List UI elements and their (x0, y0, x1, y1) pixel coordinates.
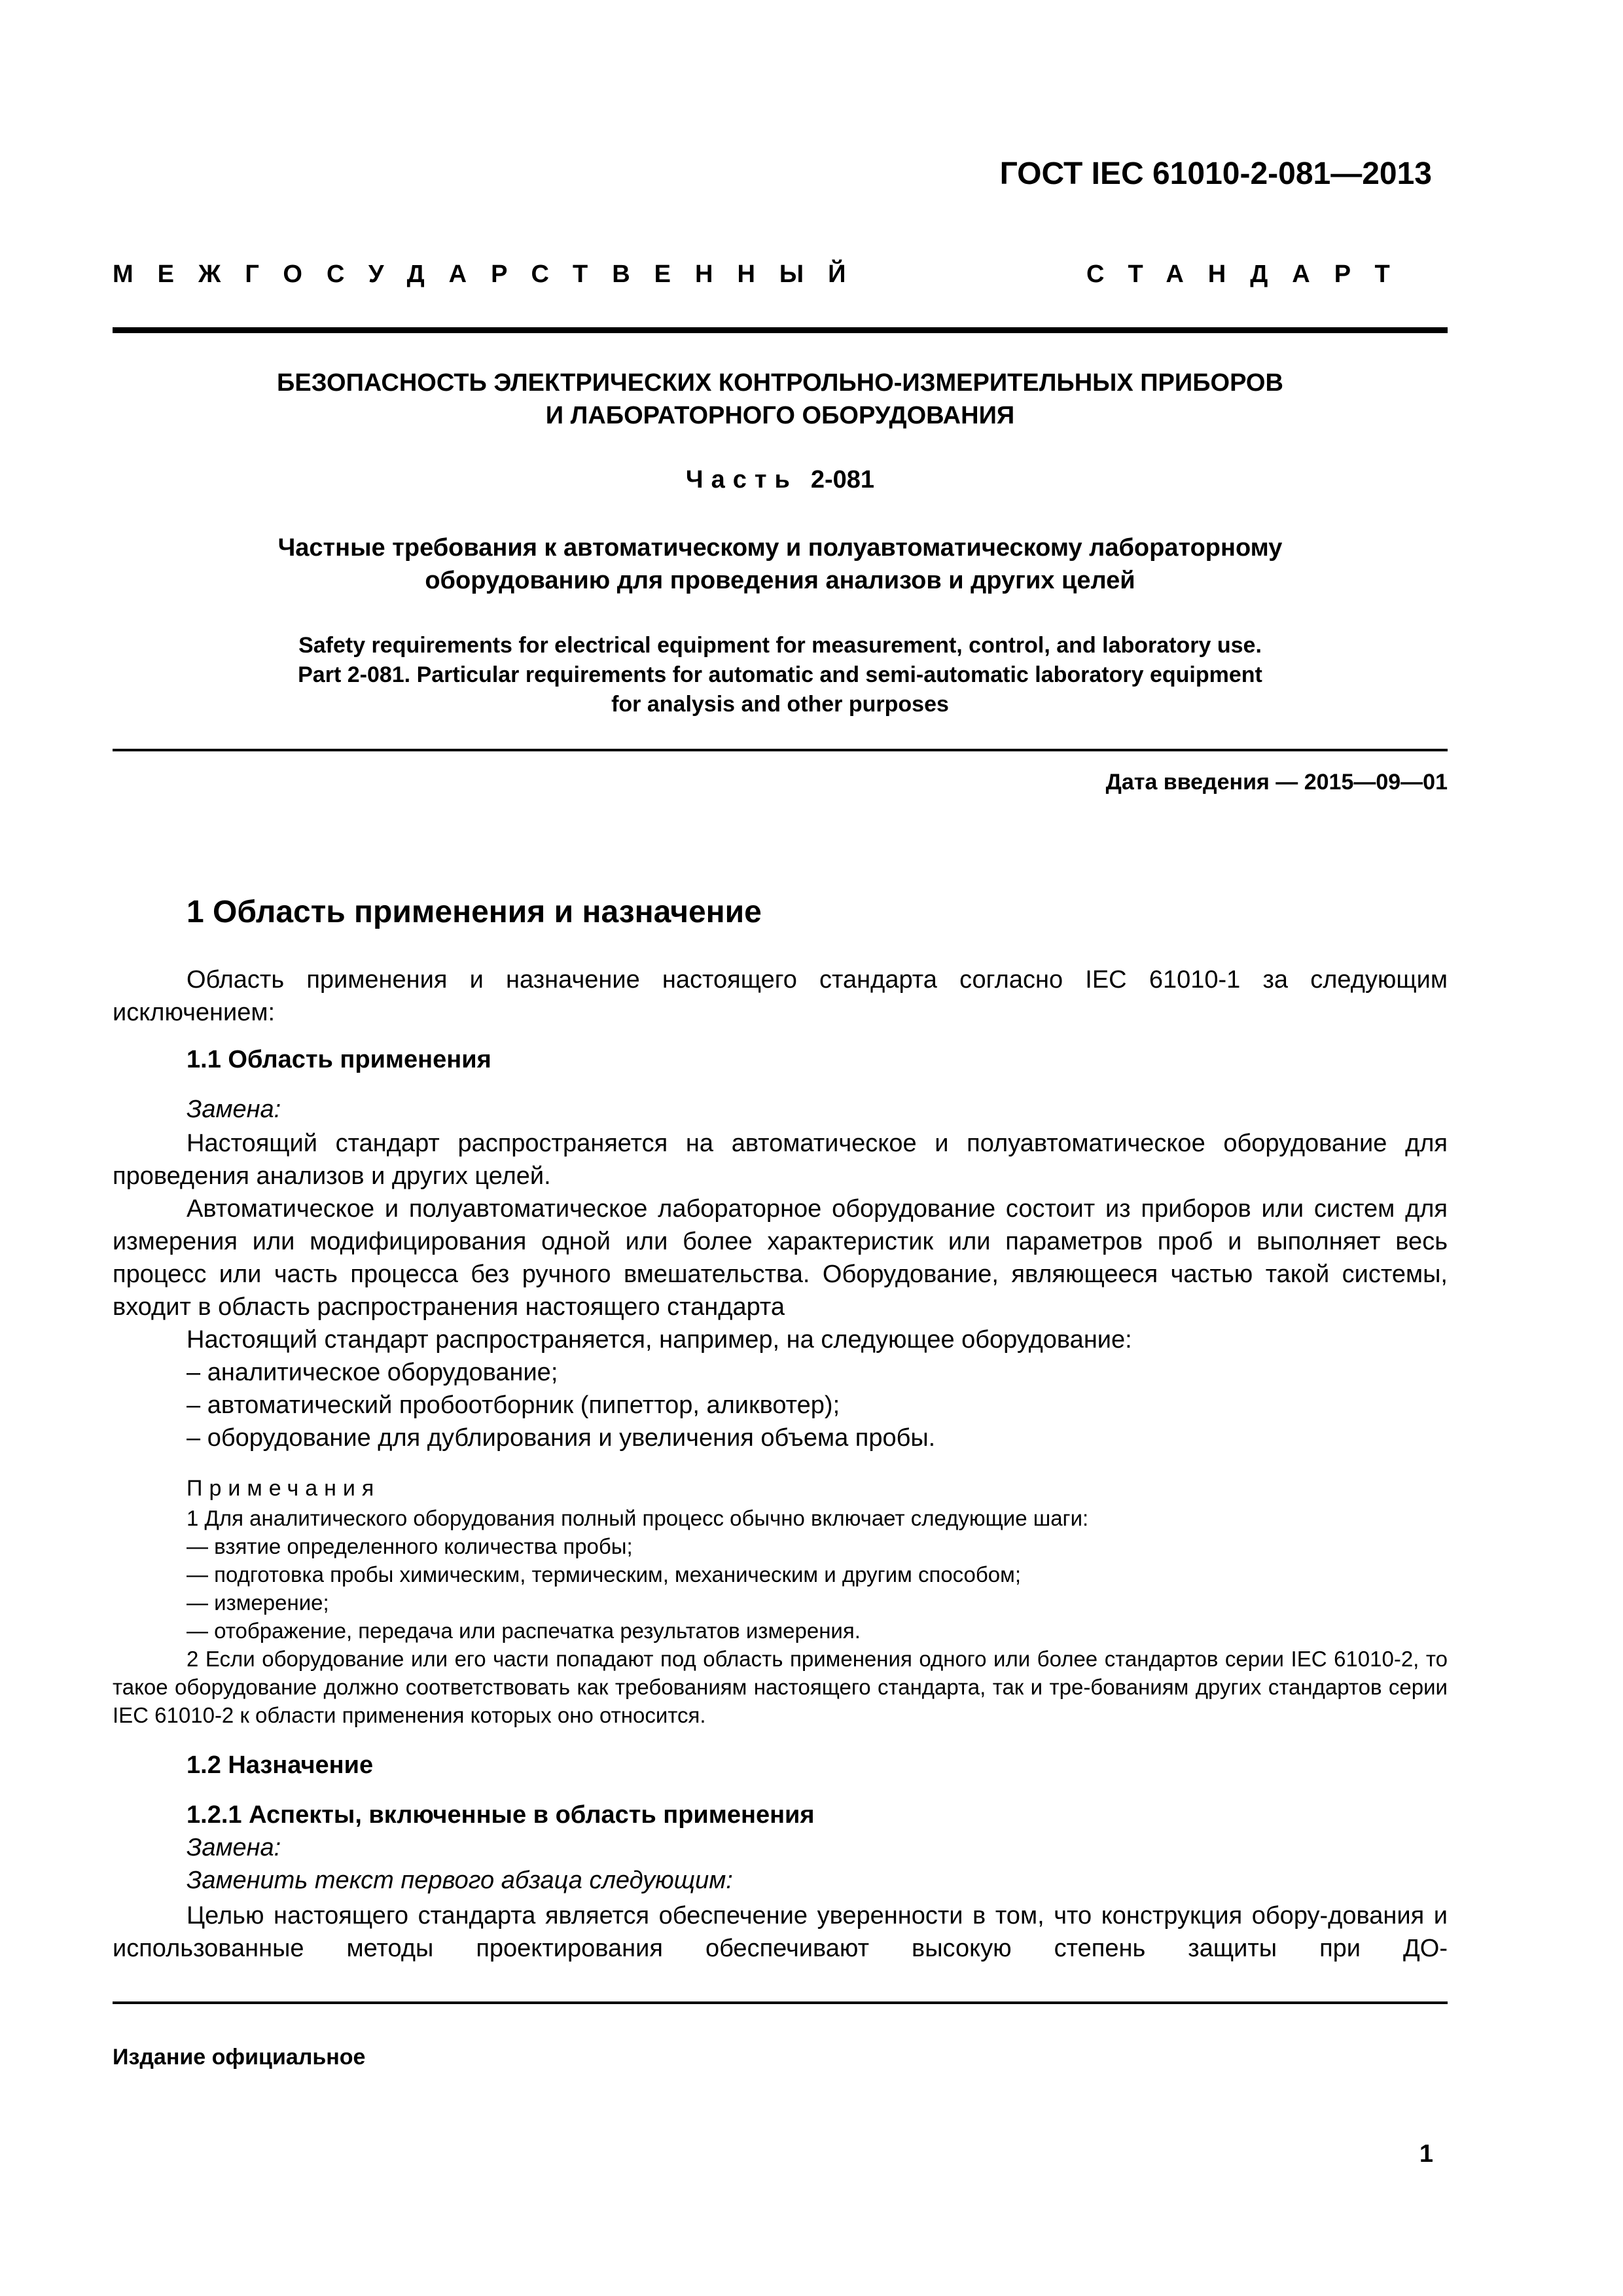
section-1-2-1-body (113, 1899, 1448, 1965)
section-1-2-1-replace-instruction: Заменить текст первого абзаца следующим: (187, 1867, 733, 1894)
note-2: 2 Если оборудование или его части попадают под область применения одного или более стандартов серии IEC 61010-2, то такое оборудование должно соответствовать как требованиям настоящего стандарта, так и тре-бованиям других стандартов серии IEC 61010-2 к области применения которых оно относится. (113, 1647, 1448, 1727)
footer-rule (113, 2001, 1448, 2004)
introduction-date: Дата введения — 2015—09—01 (1105, 770, 1448, 795)
list-item: – оборудование для дублирования и увеличения объема пробы. (187, 1422, 935, 1454)
list-item: — отображение, передача или распечатка результатов измерения. (113, 1617, 1448, 1645)
english-title-line-2: Part 2-081. Particular requirements for automatic and semi-automatic laboratory equipment (298, 662, 1262, 687)
part-designation (113, 466, 1448, 494)
list-item: — подготовка пробы химическим, термическим, механическим и другим способом; (113, 1560, 1448, 1588)
standard-code: ГОСТ IEC 61010-2-081—2013 (999, 156, 1432, 191)
section-1-2-1-heading: 1.2.1 Аспекты, включенные в область применения (187, 1801, 815, 1829)
english-title (113, 631, 1448, 719)
section-1-heading: 1 Область применения и назначение (187, 895, 762, 929)
notes-block (113, 1504, 1448, 1729)
subtitle-line-1: Частные требования к автоматическому и полуавтоматическому лабораторному (277, 534, 1283, 562)
list-item: – аналитическое оборудование; (187, 1356, 935, 1389)
subtitle-line-2: оборудованию для проведения анализов и других целей (425, 567, 1135, 594)
equipment-list (187, 1356, 935, 1454)
notes-heading: Примечания (187, 1476, 381, 1501)
section-1-1-replace-label: Замена: (187, 1096, 281, 1123)
english-title-line-3: for analysis and other purposes (611, 692, 949, 717)
part-number: 2-081 (810, 466, 875, 493)
document-subtitle (113, 531, 1448, 597)
title-line-1: БЕЗОПАСНОСТЬ ЭЛЕКТРИЧЕСКИХ КОНТРОЛЬНО-ИЗМЕРИТЕЛЬНЫХ ПРИБОРОВ (277, 369, 1283, 397)
header-rule (113, 327, 1448, 333)
list-item: — взятие определенного количества пробы; (113, 1532, 1448, 1560)
title-rule (113, 749, 1448, 751)
scope-paragraph-1: Настоящий стандарт распространяется на автоматическое и полуавтоматическое оборудование для проведения анализов и других целей. (113, 1130, 1448, 1190)
section-1-1-body (113, 1127, 1448, 1356)
edition-label: Издание официальное (113, 2045, 366, 2070)
intro-paragraph: Область применения и назначение настоящего стандарта согласно IEC 61010-1 за следующим исключением: (113, 966, 1448, 1026)
section-1-2-1-replace-label: Замена: (187, 1834, 281, 1861)
document-title (113, 367, 1448, 432)
page-number: 1 (1419, 2140, 1433, 2168)
part-label: Часть (685, 466, 798, 493)
purpose-paragraph: Целью настоящего стандарта является обеспечение уверенности в том, что конструкция обору-дования и использованные методы проектирования обеспечивают высокую степень защиты при ДО- (113, 1902, 1448, 1962)
section-1-1-heading: 1.1 Область применения (187, 1046, 491, 1073)
section-1-2-heading: 1.2 Назначение (187, 1751, 374, 1779)
scope-paragraph-3: Настоящий стандарт распространяется, например, на следующее оборудование: (187, 1326, 1132, 1354)
list-item: — измерение; (113, 1588, 1448, 1617)
standard-type-left: МЕЖГОСУДАРСТВЕННЫЙ (113, 260, 870, 288)
english-title-line-1: Safety requirements for electrical equipment for measurement, control, and laboratory use. (298, 633, 1262, 658)
scope-paragraph-2: Автоматическое и полуавтоматическое лабораторное оборудование состоит из приборов или систем для измерения или модифицирования одной или более характеристик или параметров проб и выполняет весь процесс или часть процесса без ручного вмешательства. Оборудование, являющееся частью такой системы, входит в область распространения настоящего стандарта (113, 1195, 1448, 1321)
section-1-intro (113, 963, 1448, 1029)
standard-type-right: СТАНДАРТ (1086, 260, 1414, 288)
list-item: – автоматический пробоотборник (пипеттор, аликвотер); (187, 1389, 935, 1422)
note-1: 1 Для аналитического оборудования полный процесс обычно включает следующие шаги: (187, 1506, 1089, 1530)
title-line-2: И ЛАБОРАТОРНОГО ОБОРУДОВАНИЯ (545, 402, 1015, 429)
